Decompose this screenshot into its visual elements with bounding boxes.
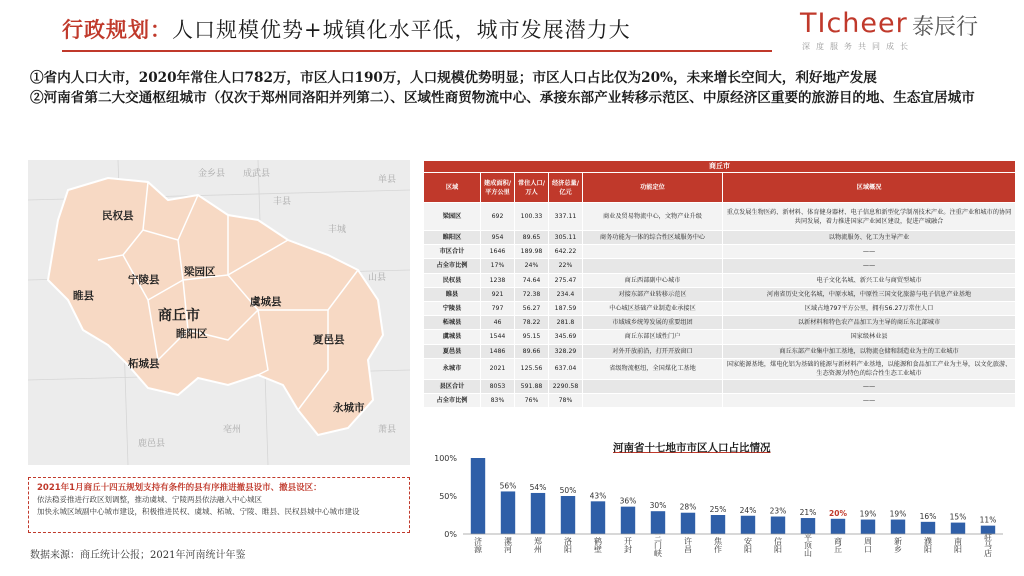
table-cell: 民权县 [424, 273, 481, 287]
table-cell: 国家级林业县 [723, 330, 1016, 344]
category-label: 漯河 [503, 537, 513, 553]
table-cell: 商丘东部产业集中加工基地，以物流仓储和制造业为主的工业城市 [723, 344, 1016, 358]
map-graphic [28, 160, 410, 465]
table-cell: 对接东部产业转移示范区 [583, 287, 723, 301]
table-cell: 1646 [481, 245, 515, 259]
bar-data-label: 16% [919, 511, 937, 521]
table-row [424, 287, 1016, 301]
table-cell: 95.15 [515, 330, 549, 344]
table-cell: 占全市比例 [424, 393, 481, 407]
table-cell: 1544 [481, 330, 515, 344]
brand-logo [800, 8, 1020, 54]
bar-洛阳 [561, 496, 575, 534]
table-cell: 中心城区基础产业制造业承接区 [583, 301, 723, 315]
table-cell: 县区合计 [424, 379, 481, 393]
bar-漯河 [501, 491, 515, 534]
table-row [424, 245, 1016, 259]
table-cell: 柘城县 [424, 316, 481, 330]
map-label-suiyang: 睢阳区 [176, 328, 208, 340]
table-cell: 虞城县 [424, 330, 481, 344]
category-label: 周口 [863, 537, 873, 553]
bar-data-label: 30% [649, 501, 667, 511]
key-point-2: ②河南省第二大交通枢纽城市（仅次于郑州同洛阳并列第二）、区域性商贸物流中心、承接东部产业转移示范区、中原经济区重要的旅游目的地、生态宜居城市 [30, 90, 975, 106]
map-label-surrounding: 金乡县 [198, 169, 226, 179]
table-row [424, 301, 1016, 315]
map-label-minquan: 民权县 [102, 210, 134, 222]
map-label-liangyuan: 梁园区 [184, 266, 216, 278]
category-label: 洛阳 [563, 537, 573, 553]
table-cell: 2290.58 [549, 379, 583, 393]
table-cell: 275.47 [549, 273, 583, 287]
bar-信阳 [771, 517, 785, 534]
table-cell [583, 393, 723, 407]
map-label-surrounding: 单县 [378, 175, 397, 185]
map-label-surrounding: 山县 [368, 273, 387, 283]
map-label-zhecheng: 柘城县 [128, 358, 160, 370]
bar-周口 [861, 520, 875, 534]
table-row [424, 344, 1016, 358]
bar-安阳 [741, 516, 755, 534]
category-label: 濮阳 [923, 537, 933, 553]
bar-data-label: 54% [529, 482, 547, 492]
category-label: 济源 [473, 537, 483, 553]
table-cell: 337.11 [549, 203, 583, 231]
bar-data-label: 24% [739, 505, 757, 515]
map-label-surrounding: 丰城 [328, 225, 347, 235]
table-cell: 328.29 [549, 344, 583, 358]
table-cell: 189.98 [515, 245, 549, 259]
table-cell: 区域占地797平方公里，拥有56.27万常住人口 [723, 301, 1016, 315]
table-cell: 345.69 [549, 330, 583, 344]
table-cell: 占全市比例 [424, 259, 481, 273]
table-cell: 2021 [481, 358, 515, 379]
bar-data-label: 36% [619, 496, 637, 506]
bar-平顶山 [801, 518, 815, 534]
table-cell: 187.59 [549, 301, 583, 315]
title-main: 人口规模优势+城镇化水平低，城市发展潜力大 [172, 18, 631, 42]
policy-title: 2021年1月商丘十四五规划支持有条件的县有序推进撤县设市、撤县设区： [37, 483, 322, 493]
policy-line: 依法稳妥推进行政区划调整，推动虞城、宁陵两县依法融入中心城区 [37, 495, 262, 504]
brand-name-cn: 泰辰行 [912, 15, 979, 40]
brand-name-en: TIcheer [800, 8, 908, 39]
bar-开封 [621, 507, 635, 534]
category-label: 开封 [623, 537, 633, 553]
table-cell: 商务功能为一体的综合性区域服务中心 [583, 231, 723, 245]
table-row [424, 358, 1016, 379]
bar-data-label: 28% [679, 502, 697, 512]
category-label: 新乡 [893, 537, 903, 553]
y-tick-label: 100% [434, 454, 457, 463]
table-cell: 商业及贸易物流中心，文物产业升级 [583, 203, 723, 231]
bar-济源 [471, 458, 485, 534]
table-cell: 24% [515, 259, 549, 273]
map-label-ningling: 宁陵县 [128, 274, 160, 286]
table-cell: 省级物流枢纽，全国煤化工基地 [583, 358, 723, 379]
table-cell: 305.11 [549, 231, 583, 245]
table-cell: 89.65 [515, 231, 549, 245]
table-cell: 以物流服务、化工为主导产业 [723, 231, 1016, 245]
table-header-cell: 功能定位 [583, 173, 723, 203]
table-caption: 商丘市 [424, 161, 1016, 173]
table-cell: 234.4 [549, 287, 583, 301]
table-cell: 电子文化名城、新兴工业与商贸型城市 [723, 273, 1016, 287]
table-cell: 国家能源基地，煤电化铝为基础的能源与新材料产业基地，以能源和食品加工产业为主导，以文化旅游、生态资源为特色的综合性生态工业城市 [723, 358, 1016, 379]
bar-鹤壁 [591, 501, 605, 534]
table-cell: —— [723, 259, 1016, 273]
table-cell [583, 379, 723, 393]
bar-data-label: 50% [559, 486, 577, 495]
map-label-city: 商丘市 [158, 308, 200, 324]
table-row [424, 393, 1016, 407]
table-cell: 100.33 [515, 203, 549, 231]
bar-data-label: 21% [799, 508, 817, 518]
table-cell: 591.88 [515, 379, 549, 393]
table-cell: 56.27 [515, 301, 549, 315]
brand-slogan: 深度服务共同成长 [802, 42, 914, 51]
map-label-surrounding: 鹿邑县 [138, 439, 166, 449]
map-label-surrounding: 成武县 [243, 169, 271, 179]
slide-title [62, 14, 631, 44]
table-cell: 夏邑县 [424, 344, 481, 358]
category-label: 驻马店 [983, 533, 993, 557]
category-label: 郑州 [533, 537, 543, 553]
table-header-cell: 常住人口/万人 [515, 173, 549, 203]
map-label-yucheng: 虞城县 [250, 296, 282, 308]
table-cell: 78% [549, 393, 583, 407]
table-cell: 1486 [481, 344, 515, 358]
bar-南阳 [951, 523, 965, 534]
category-label: 平顶山 [803, 533, 813, 557]
table-row [424, 259, 1016, 273]
y-tick-label: 0% [444, 530, 457, 539]
category-label: 许昌 [683, 537, 693, 553]
table-cell: 永城市 [424, 358, 481, 379]
bar-焦作 [711, 515, 725, 534]
table-cell: 市区合计 [424, 245, 481, 259]
bar-data-label: 19% [859, 509, 877, 519]
bar-商丘 [831, 519, 845, 534]
table-cell: —— [723, 393, 1016, 407]
district-table [423, 160, 1015, 434]
table-cell: 692 [481, 203, 515, 231]
table-cell: 281.8 [549, 316, 583, 330]
table-cell: 76% [515, 393, 549, 407]
category-label: 商丘 [833, 537, 843, 553]
data-source: 数据来源：商丘统计公报；2021年河南统计年鉴 [30, 550, 246, 561]
header-divider [62, 50, 772, 52]
table-row [424, 330, 1016, 344]
table-cell: 梁园区 [424, 203, 481, 231]
title-prefix: 行政规划： [62, 17, 172, 42]
bar-新乡 [891, 520, 905, 534]
table-row [424, 379, 1016, 393]
table-cell: 商丘西部副中心城市 [583, 273, 723, 287]
table-cell: —— [723, 379, 1016, 393]
table-cell [583, 245, 723, 259]
bar-许昌 [681, 513, 695, 534]
table-cell: 以新材料和特色农产品加工为主导的商丘东北部城市 [723, 316, 1016, 330]
category-label: 安阳 [743, 537, 753, 553]
table-cell: 72.38 [515, 287, 549, 301]
bar-三门峡 [651, 511, 665, 534]
bar-data-label: 11% [979, 515, 997, 525]
table-cell: 46 [481, 316, 515, 330]
map-label-suixian: 睢县 [73, 290, 94, 302]
table-cell: 市域城乡统筹发展的重要组团 [583, 316, 723, 330]
table-cell: 78.22 [515, 316, 549, 330]
table-cell: 1238 [481, 273, 515, 287]
map-label-surrounding: 丰县 [273, 197, 292, 207]
table-cell: 954 [481, 231, 515, 245]
bar-data-label: 56% [499, 481, 517, 491]
table-cell: 睢阳区 [424, 231, 481, 245]
table-row [424, 273, 1016, 287]
y-tick-label: 50% [439, 492, 457, 501]
bar-郑州 [531, 493, 545, 534]
table-cell: 797 [481, 301, 515, 315]
table-cell: 宁陵县 [424, 301, 481, 315]
category-label: 焦作 [713, 537, 723, 553]
map-label-xiayi: 夏邑县 [313, 334, 345, 346]
table-row [424, 203, 1016, 231]
map-label-yongcheng: 永城市 [333, 402, 365, 414]
bar-data-label: 43% [589, 491, 607, 501]
slide-header [0, 0, 1024, 56]
bar-data-label: 25% [709, 505, 727, 514]
table-header-cell: 区域 [424, 173, 481, 203]
table-cell: 商丘东部区域性门户 [583, 330, 723, 344]
table-cell: 921 [481, 287, 515, 301]
table-cell: 8053 [481, 379, 515, 393]
table-header-cell: 区域概况 [723, 173, 1016, 203]
key-points [30, 68, 1005, 108]
table-row [424, 231, 1016, 245]
table-row [424, 316, 1016, 330]
table-cell: 睢县 [424, 287, 481, 301]
policy-box [28, 477, 410, 533]
category-label: 南阳 [953, 537, 963, 553]
key-point-1: ①省内人口大市，2020年常住人口782万，市区人口190万，人口规模优势明显；市区人口占比仅为20%，未来增长空间大，利好地产发展 [30, 70, 877, 86]
table-cell [583, 259, 723, 273]
table-cell: 642.22 [549, 245, 583, 259]
bar-data-label: 19% [889, 509, 907, 519]
category-label: 信阳 [773, 537, 783, 553]
bar-chart-svg [423, 436, 1015, 576]
table-cell: 74.64 [515, 273, 549, 287]
shangqiu-map [28, 160, 410, 465]
table-cell: 17% [481, 259, 515, 273]
table-header-cell: 建成面积/平方公里 [481, 173, 515, 203]
table-cell: 对外开放前沿，打开开放窗口 [583, 344, 723, 358]
map-label-surrounding: 亳州 [223, 425, 242, 435]
table-cell: 河南省历史文化名城，中原水城，中原性三国文化旅游与电子信息产业基地 [723, 287, 1016, 301]
table-cell: 89.66 [515, 344, 549, 358]
table-cell: 22% [549, 259, 583, 273]
table-cell: 637.04 [549, 358, 583, 379]
policy-line: 加快永城区域副中心城市建设，积极推进民权、虞城、柘城、宁陵、睢县、民权县城中心城市建设 [37, 507, 360, 516]
map-label-surrounding: 萧县 [378, 425, 397, 435]
category-label: 三门峡 [653, 533, 663, 557]
bar-data-label: 20% [829, 508, 847, 518]
table-cell: —— [723, 245, 1016, 259]
population-share-chart [423, 436, 1015, 576]
chart-title: 河南省十七地市市区人口占比情况 [613, 442, 771, 454]
bar-data-label: 15% [949, 512, 967, 522]
bar-data-label: 23% [769, 506, 787, 516]
table-header-cell: 经济总量/亿元 [549, 173, 583, 203]
bar-濮阳 [921, 522, 935, 534]
category-label: 鹤壁 [593, 537, 603, 553]
table-cell: 重点发展生物医药、新材料、体育健身器材、电子信息和新型化学制剂技术产业。注重产业和城市的协同共同发展，着力推进国家产业园区建设，促进产城融合 [723, 203, 1016, 231]
table-cell: 83% [481, 393, 515, 407]
table-cell: 125.56 [515, 358, 549, 379]
